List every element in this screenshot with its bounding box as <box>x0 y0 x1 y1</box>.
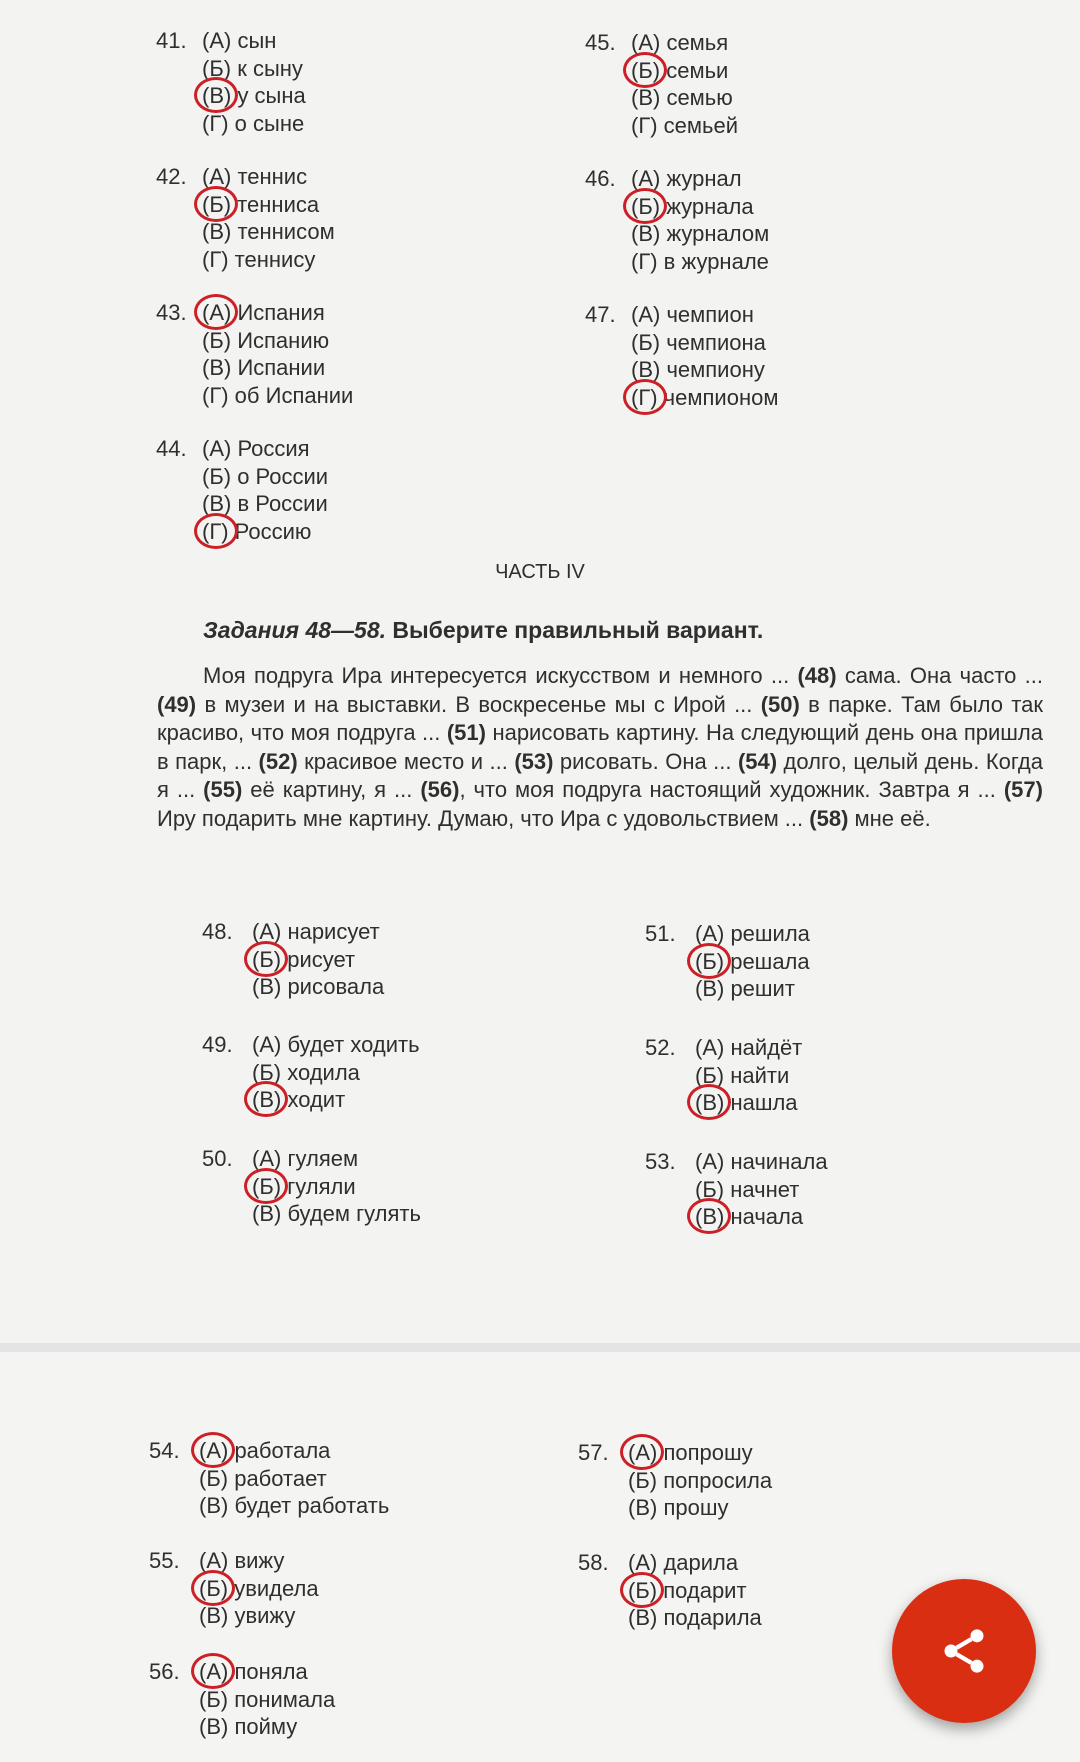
answer-option <box>199 1658 335 1686</box>
passage-text: её картину, я ... <box>242 777 421 802</box>
blank-number: (49) <box>157 691 197 717</box>
answer-circle-mark <box>244 1081 288 1117</box>
answer-option-label: (Г) чемпионом <box>631 384 779 410</box>
answer-option-label: (А) нарисует <box>252 919 380 944</box>
answer-option <box>202 191 335 219</box>
answer-option <box>628 1604 762 1632</box>
answer-option-label: (А) журнал <box>631 166 742 191</box>
answer-option <box>628 1439 772 1467</box>
answer-option-label: (В) Испании <box>202 355 326 380</box>
answer-circle-mark <box>194 77 238 113</box>
answer-option-label: (Б) подарит <box>628 1577 747 1603</box>
answer-option-label: (Г) о сыне <box>202 110 305 136</box>
task-header <box>203 617 763 644</box>
answer-option <box>252 1031 420 1059</box>
answer-option-label: (Б) работает <box>199 1465 327 1491</box>
answer-option <box>199 1602 319 1630</box>
blank-number: (58) <box>809 805 849 831</box>
blank-number: (51) <box>446 720 486 745</box>
answer-option-label: (Г) Россию <box>202 518 312 544</box>
answer-option <box>631 84 738 112</box>
blank-number: (55) <box>203 777 243 802</box>
passage-text: Моя подруга Ира интересуется искусством и немного ... <box>203 663 798 688</box>
answer-option <box>202 246 335 274</box>
answer-option <box>631 193 769 221</box>
question-number: 42. <box>156 164 187 189</box>
answer-option <box>202 218 335 246</box>
passage-text: нарисовать картину. На следующий день она пришла в парк, ... <box>157 720 1044 774</box>
answer-option <box>695 1148 828 1176</box>
answer-circle-mark <box>687 943 731 979</box>
answer-option-label: (Б) увидела <box>199 1575 319 1601</box>
answer-option <box>202 82 306 110</box>
question-number: 54. <box>149 1438 180 1463</box>
passage-text: Иру подарить мне картину. Думаю, что Ира с удовольствием ... <box>157 805 810 831</box>
answer-option <box>695 1089 802 1117</box>
answer-option-label: (А) Испания <box>202 300 325 325</box>
part-title: ЧАСТЬ IV <box>495 561 585 583</box>
answer-option <box>695 975 810 1003</box>
answer-option <box>631 220 769 248</box>
answer-option <box>695 1203 828 1231</box>
passage-text: , что моя подруга настоящий художник. Завтра я ... <box>459 777 1004 802</box>
answer-option-label: (А) вижу <box>199 1548 285 1573</box>
question-number: 56. <box>149 1659 180 1684</box>
question-number: 43. <box>156 300 187 325</box>
answer-option-label: (А) начинала <box>695 1149 828 1174</box>
answer-option <box>199 1492 389 1520</box>
answer-option-label: (Г) об Испании <box>202 382 354 408</box>
answer-option-label: (В) рисовала <box>252 974 385 999</box>
answer-option-label: (В) чемпиону <box>631 357 765 382</box>
answer-option-label: (В) прошу <box>628 1495 729 1520</box>
answer-option <box>631 301 778 329</box>
answer-option-label: (Б) о России <box>202 463 329 489</box>
question-number: 41. <box>156 28 187 53</box>
answer-option-label: (Г) семьей <box>631 112 739 138</box>
answer-option <box>199 1575 319 1603</box>
task-header-text: Выберите правильный вариант. <box>386 617 764 643</box>
question-number: 53. <box>645 1149 676 1174</box>
question-number: 57. <box>578 1440 609 1465</box>
answer-option <box>202 299 353 327</box>
answer-option-label: (В) ходит <box>252 1087 346 1112</box>
answer-circle-mark <box>191 1432 235 1468</box>
share-button[interactable] <box>892 1579 1036 1723</box>
answer-option-label: (Б) семьи <box>631 57 729 83</box>
answer-option-label: (А) Россия <box>202 436 310 461</box>
answer-option-label: (Б) рисует <box>252 946 356 972</box>
answer-option-label: (Б) начнет <box>695 1176 800 1202</box>
answer-option-label: (Б) попросила <box>628 1467 773 1493</box>
task-header-label: Задания 48—58. <box>203 617 387 643</box>
answer-option <box>252 1059 420 1087</box>
question-number: 55. <box>149 1548 180 1573</box>
answer-option <box>202 382 353 410</box>
answer-option-label: (А) попрошу <box>628 1440 753 1465</box>
answer-option-label: (А) семья <box>631 30 729 55</box>
answer-circle-mark <box>687 1084 731 1120</box>
passage-text: сама. Она часто ... <box>836 663 1043 688</box>
answer-option-label: (Б) ходила <box>252 1059 360 1085</box>
answer-option-label: (А) гуляем <box>252 1146 359 1171</box>
answer-circle-mark <box>623 52 667 88</box>
passage-text: в парке. Там было так красиво, что моя подруга ... <box>157 691 1043 745</box>
answer-option <box>202 327 353 355</box>
answer-option-label: (В) в России <box>202 491 328 516</box>
passage-text: в музеи и на выставки. В воскресенье мы с Ирой ... <box>196 691 761 717</box>
answer-circle-mark <box>687 1198 731 1234</box>
answer-option-label: (В) решит <box>695 976 795 1001</box>
answer-option-label: (В) нашла <box>695 1090 798 1115</box>
question-number: 51. <box>645 921 676 946</box>
answer-option-label: (В) будет работать <box>199 1493 390 1518</box>
answer-circle-mark <box>194 294 238 330</box>
answer-option-label: (А) поняла <box>199 1659 308 1684</box>
answer-option <box>199 1437 389 1465</box>
answer-option-label: (В) увижу <box>199 1603 296 1628</box>
answer-option <box>202 354 353 382</box>
answer-option <box>628 1494 772 1522</box>
question-number: 44. <box>156 436 187 461</box>
answer-option <box>202 435 328 463</box>
answer-circle-mark <box>620 1434 664 1470</box>
answer-option <box>631 57 738 85</box>
answer-option-label: (В) начала <box>695 1204 804 1229</box>
question-number: 48. <box>202 919 233 944</box>
answer-option <box>695 948 810 976</box>
answer-circle-mark <box>191 1570 235 1606</box>
answer-option <box>202 110 306 138</box>
answer-option <box>199 1713 335 1741</box>
answer-option <box>628 1467 772 1495</box>
blank-number: (48) <box>797 663 837 688</box>
answer-option <box>252 1145 421 1173</box>
answer-option <box>202 463 328 491</box>
answer-option-label: (Г) теннису <box>202 246 316 272</box>
answer-option <box>631 384 778 412</box>
answer-circle-mark <box>623 188 667 224</box>
answer-option-label: (Б) найти <box>695 1062 790 1088</box>
answer-option-label: (А) работала <box>199 1438 331 1463</box>
answer-option-label: (А) сын <box>202 28 277 53</box>
question-number: 52. <box>645 1035 676 1060</box>
answer-option-label: (Б) чемпиона <box>631 329 766 355</box>
answer-option-label: (Б) гуляли <box>252 1173 356 1199</box>
blank-number: (54) <box>737 748 778 774</box>
answer-option <box>631 248 769 276</box>
passage-text: рисовать. Она ... <box>553 748 738 774</box>
answer-option-label: (Б) журнала <box>631 193 754 219</box>
answer-option-label: (Г) в журнале <box>631 248 769 274</box>
question-number: 45. <box>585 30 616 55</box>
passage-text: мне её. <box>848 805 931 831</box>
question-number: 50. <box>202 1146 233 1171</box>
answer-option-label: (Б) тенниса <box>202 191 320 217</box>
blank-number: (50) <box>760 691 800 717</box>
blank-number: (53) <box>514 748 554 774</box>
question-number: 58. <box>578 1550 609 1575</box>
answer-option <box>252 946 384 974</box>
answer-option-label: (А) найдёт <box>695 1035 803 1060</box>
answer-option <box>252 1200 421 1228</box>
answer-option-label: (Б) Испанию <box>202 327 330 353</box>
answer-option-label: (А) чемпион <box>631 302 754 327</box>
passage-text: долго, целый день. Когда я ... <box>157 748 1043 802</box>
answer-option <box>628 1577 762 1605</box>
blank-number: (56) <box>420 777 460 802</box>
question-number: 47. <box>585 302 616 327</box>
answer-option <box>252 973 384 1001</box>
answer-option-label: (Б) понимала <box>199 1686 336 1712</box>
answer-option <box>252 1173 421 1201</box>
answer-option <box>252 1086 420 1114</box>
answer-option <box>199 1465 389 1493</box>
reading-passage <box>157 662 1043 833</box>
answer-option <box>695 1034 802 1062</box>
answer-option <box>631 329 778 357</box>
question-number: 49. <box>202 1032 233 1057</box>
share-icon <box>938 1625 990 1677</box>
answer-circle-mark <box>244 1168 288 1204</box>
answer-option-label: (Б) к сыну <box>202 55 303 81</box>
answer-circle-mark <box>244 941 288 977</box>
answer-option <box>202 518 328 546</box>
passage-text: красивое место и ... <box>297 748 515 774</box>
answer-option-label: (В) теннисом <box>202 219 335 244</box>
blank-number: (57) <box>1003 777 1043 802</box>
answer-option-label: (А) будет ходить <box>252 1032 420 1057</box>
answer-option-label: (А) теннис <box>202 164 308 189</box>
answer-option <box>202 27 306 55</box>
answer-option-label: (В) подарила <box>628 1605 762 1630</box>
blank-number: (52) <box>258 748 298 774</box>
answer-option-label: (В) пойму <box>199 1714 298 1739</box>
answer-option-label: (Б) решала <box>695 948 810 974</box>
question-number: 46. <box>585 166 616 191</box>
answer-option-label: (А) решила <box>695 921 810 946</box>
answer-circle-mark <box>623 379 667 415</box>
answer-circle-mark <box>194 513 238 549</box>
answer-option-label: (В) у сына <box>202 83 306 108</box>
answer-option-label: (В) будем гулять <box>252 1201 421 1226</box>
answer-option-label: (А) дарила <box>628 1550 739 1575</box>
answer-option-label: (В) семью <box>631 85 733 110</box>
answer-circle-mark <box>191 1653 235 1689</box>
page-divider <box>0 1343 1080 1352</box>
answer-option <box>199 1686 335 1714</box>
answer-circle-mark <box>194 186 238 222</box>
answer-circle-mark <box>620 1572 664 1608</box>
answer-option-label: (В) журналом <box>631 221 770 246</box>
answer-option <box>631 112 738 140</box>
